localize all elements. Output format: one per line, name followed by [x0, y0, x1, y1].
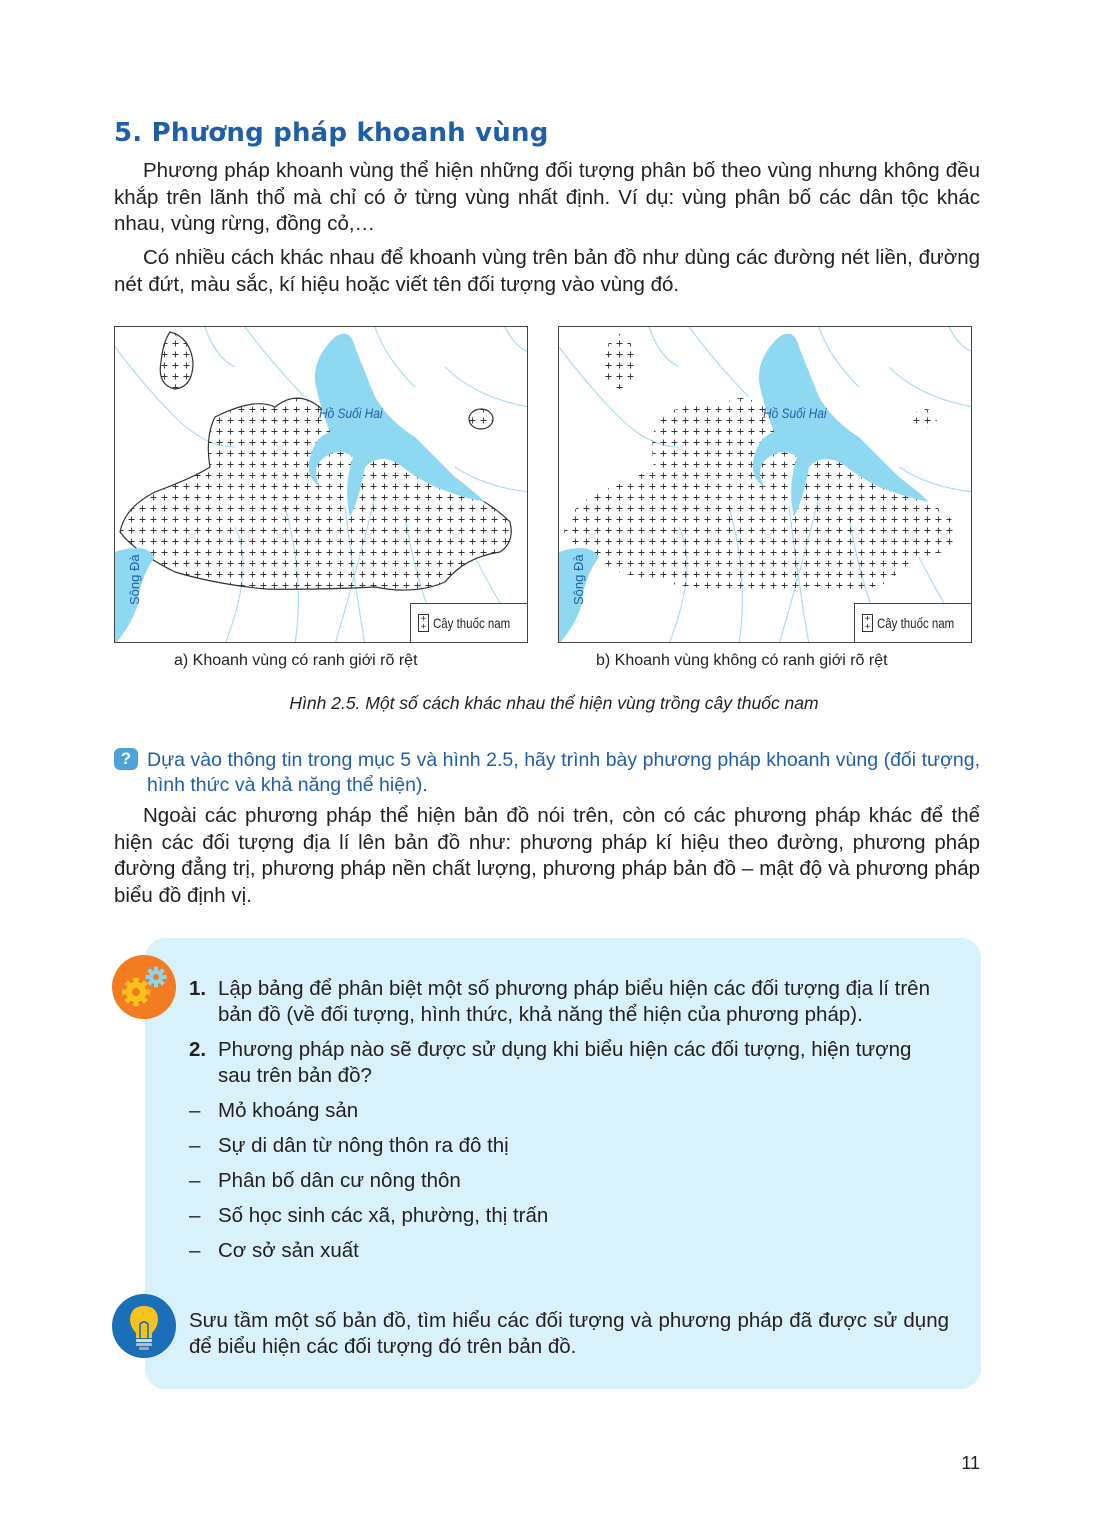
page-number: 11: [961, 1453, 980, 1473]
map-b-graphic: [559, 327, 972, 643]
task-1-text: Lập bảng để phân biệt một số phương pháp biểu hiện các đối tượng địa lí trên bản đồ (về đối tượng, hình thức, khả năng thể hiện của phương pháp).: [218, 977, 930, 1026]
map-clear-boundary: [114, 326, 528, 643]
apply-text: Sưu tầm một số bản đồ, tìm hiểu các đối tượng và phương pháp đã được sử dụng để biểu hiện các đối tượng đó trên bản đồ.: [189, 1309, 949, 1358]
question-icon: ?: [114, 748, 138, 770]
section-heading: 5. Phương pháp khoanh vùng: [114, 118, 549, 148]
map-unclear-boundary: [558, 326, 972, 643]
lake-label: Hồ Suối Hai: [763, 405, 827, 421]
lightbulb-icon: [112, 1294, 176, 1358]
caption-b: b) Khoanh vùng không có ranh giới rõ rệt: [596, 652, 888, 669]
legend: [854, 603, 972, 643]
list-item: – Sự di dân từ nông thôn ra đô thị: [189, 1134, 509, 1157]
paragraph-methods: Có nhiều cách khác nhau để khoanh vùng trên bản đồ như dùng các đường nét liền, đường nét đứt, màu sắc, kí hiệu hoặc viết tên đối tượng vào vùng đó.: [114, 246, 980, 296]
river-label: Sông Đà: [571, 554, 586, 605]
list-item: – Số học sinh các xã, phường, thị trấn: [189, 1204, 549, 1227]
figure-title: Hình 2.5. Một số cách khác nhau thể hiện vùng trồng cây thuốc nam: [289, 693, 819, 713]
task-2: [189, 1037, 949, 1092]
gear-icon: [112, 955, 176, 1019]
legend-swatch: + +: [862, 614, 873, 632]
list-item: – Mỏ khoáng sản: [189, 1099, 359, 1122]
legend-label: Cây thuốc nam: [432, 615, 511, 631]
task-1-number: 1.: [189, 977, 207, 1000]
lake-label: Hồ Suối Hai: [319, 405, 383, 421]
map-a-graphic: [115, 327, 528, 643]
river-label: Sông Đà: [127, 554, 142, 605]
list-item: – Cơ sở sản xuất: [189, 1239, 359, 1262]
list-item: – Phân bố dân cư nông thôn: [189, 1169, 461, 1192]
question-text: Dựa vào thông tin trong mục 5 và hình 2.5, hãy trình bày phương pháp khoanh vùng (đối tượng, hình thức và khả năng thể hiện).: [147, 749, 980, 796]
legend-swatch: + +: [418, 614, 429, 632]
caption-a: a) Khoanh vùng có ranh giới rõ rệt: [174, 652, 418, 669]
paragraph-intro: Phương pháp khoanh vùng thể hiện những đối tượng phân bố theo vùng nhưng không đều khắp trên lãnh thổ mà chỉ có ở từng vùng nhất định. Ví dụ: vùng phân bố các dân tộc khác nhau, vùng rừng, đồng cỏ,…: [114, 159, 980, 235]
legend: [410, 603, 528, 643]
legend-label: Cây thuốc nam: [876, 615, 955, 631]
task-1: [189, 976, 949, 1031]
task-2-text: Phương pháp nào sẽ được sử dụng khi biểu hiện các đối tượng, hiện tượng sau trên bản đồ?: [218, 1038, 912, 1087]
task-2-number: 2.: [189, 1038, 207, 1061]
paragraph-other-methods: Ngoài các phương pháp thể hiện bản đồ nói trên, còn có các phương pháp khác để thể hiện các đối tượng địa lí lên bản đồ như: phương pháp kí hiệu theo đường, phương pháp đường đẳng trị, phương pháp nền chất lượng, phương pháp bản đồ – mật độ và phương pháp biểu đồ định vị.: [114, 804, 980, 907]
